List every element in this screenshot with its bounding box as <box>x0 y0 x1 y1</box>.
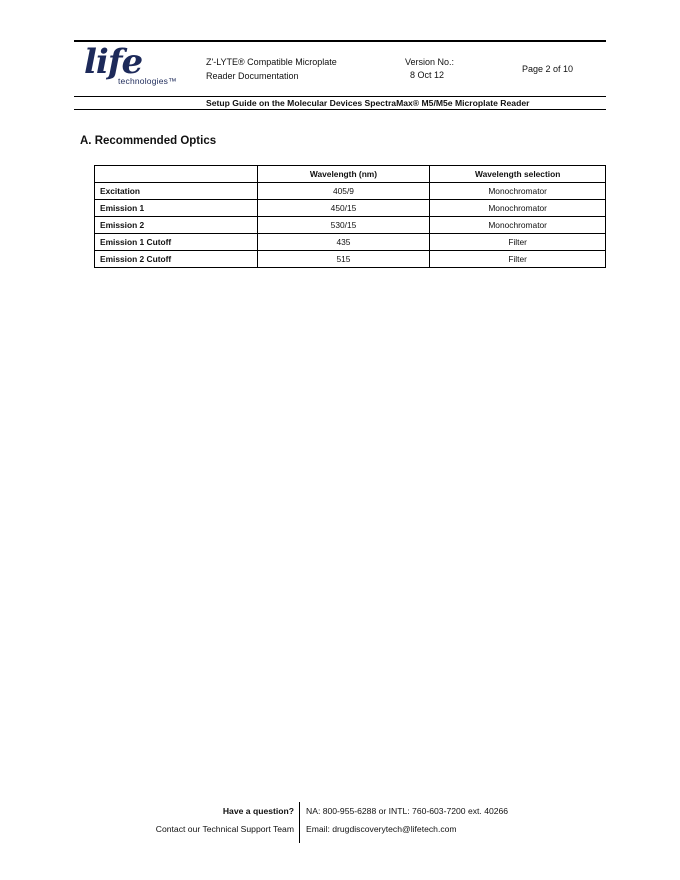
footer-question: Have a question? <box>222 806 294 816</box>
row-selection: Monochromator <box>430 183 606 200</box>
life-technologies-logo <box>82 42 182 92</box>
row-wavelength: 515 <box>257 251 430 268</box>
footer-contact: Contact our Technical Support Team <box>155 824 294 834</box>
version-date: 8 Oct 12 <box>410 70 445 80</box>
optics-table <box>94 165 606 268</box>
header-bottom-rule <box>74 109 606 110</box>
document-title-line-2: Reader Documentation <box>206 71 299 81</box>
row-parameter: Emission 2 <box>95 217 258 234</box>
section-heading: A. Recommended Optics <box>80 135 217 147</box>
logo-subtext: technologies™ <box>118 76 177 86</box>
document-title <box>206 55 386 83</box>
row-selection: Monochromator <box>430 200 606 217</box>
column-header-selection: Wavelength selection <box>430 166 606 183</box>
row-wavelength: 450/15 <box>257 200 430 217</box>
footer-email-link[interactable]: Email: drugdiscoverytech@lifetech.com <box>306 824 457 834</box>
footer-phone: NA: 800-955-6288 or INTL: 760-603-7200 ext. 40266 <box>306 806 509 816</box>
table-row <box>95 217 606 234</box>
table-row <box>95 200 606 217</box>
version-label: Version No.: <box>405 57 455 67</box>
logo-wordmark: life <box>84 42 143 82</box>
document-title-line-1: Z'-LYTE® Compatible Microplate <box>206 57 337 67</box>
row-wavelength: 530/15 <box>257 217 430 234</box>
row-wavelength: 435 <box>257 234 430 251</box>
row-parameter: Emission 1 <box>95 200 258 217</box>
table-header-row <box>95 166 606 183</box>
page-indicator: Page 2 of 10 <box>522 64 574 74</box>
column-header-wavelength: Wavelength (nm) <box>257 166 430 183</box>
table-row <box>95 234 606 251</box>
table-row <box>95 251 606 268</box>
row-selection: Filter <box>430 251 606 268</box>
row-selection: Filter <box>430 234 606 251</box>
header-top-rule <box>74 40 606 42</box>
row-selection: Monochromator <box>430 217 606 234</box>
row-parameter: Excitation <box>95 183 258 200</box>
row-parameter: Emission 1 Cutoff <box>95 234 258 251</box>
row-wavelength: 405/9 <box>257 183 430 200</box>
table-row <box>95 183 606 200</box>
footer-divider <box>299 802 300 843</box>
document-subtitle: Setup Guide on the Molecular Devices SpectraMax® M5/M5e Microplate Reader <box>206 98 530 108</box>
column-header-parameter <box>95 166 258 183</box>
row-parameter: Emission 2 Cutoff <box>95 251 258 268</box>
